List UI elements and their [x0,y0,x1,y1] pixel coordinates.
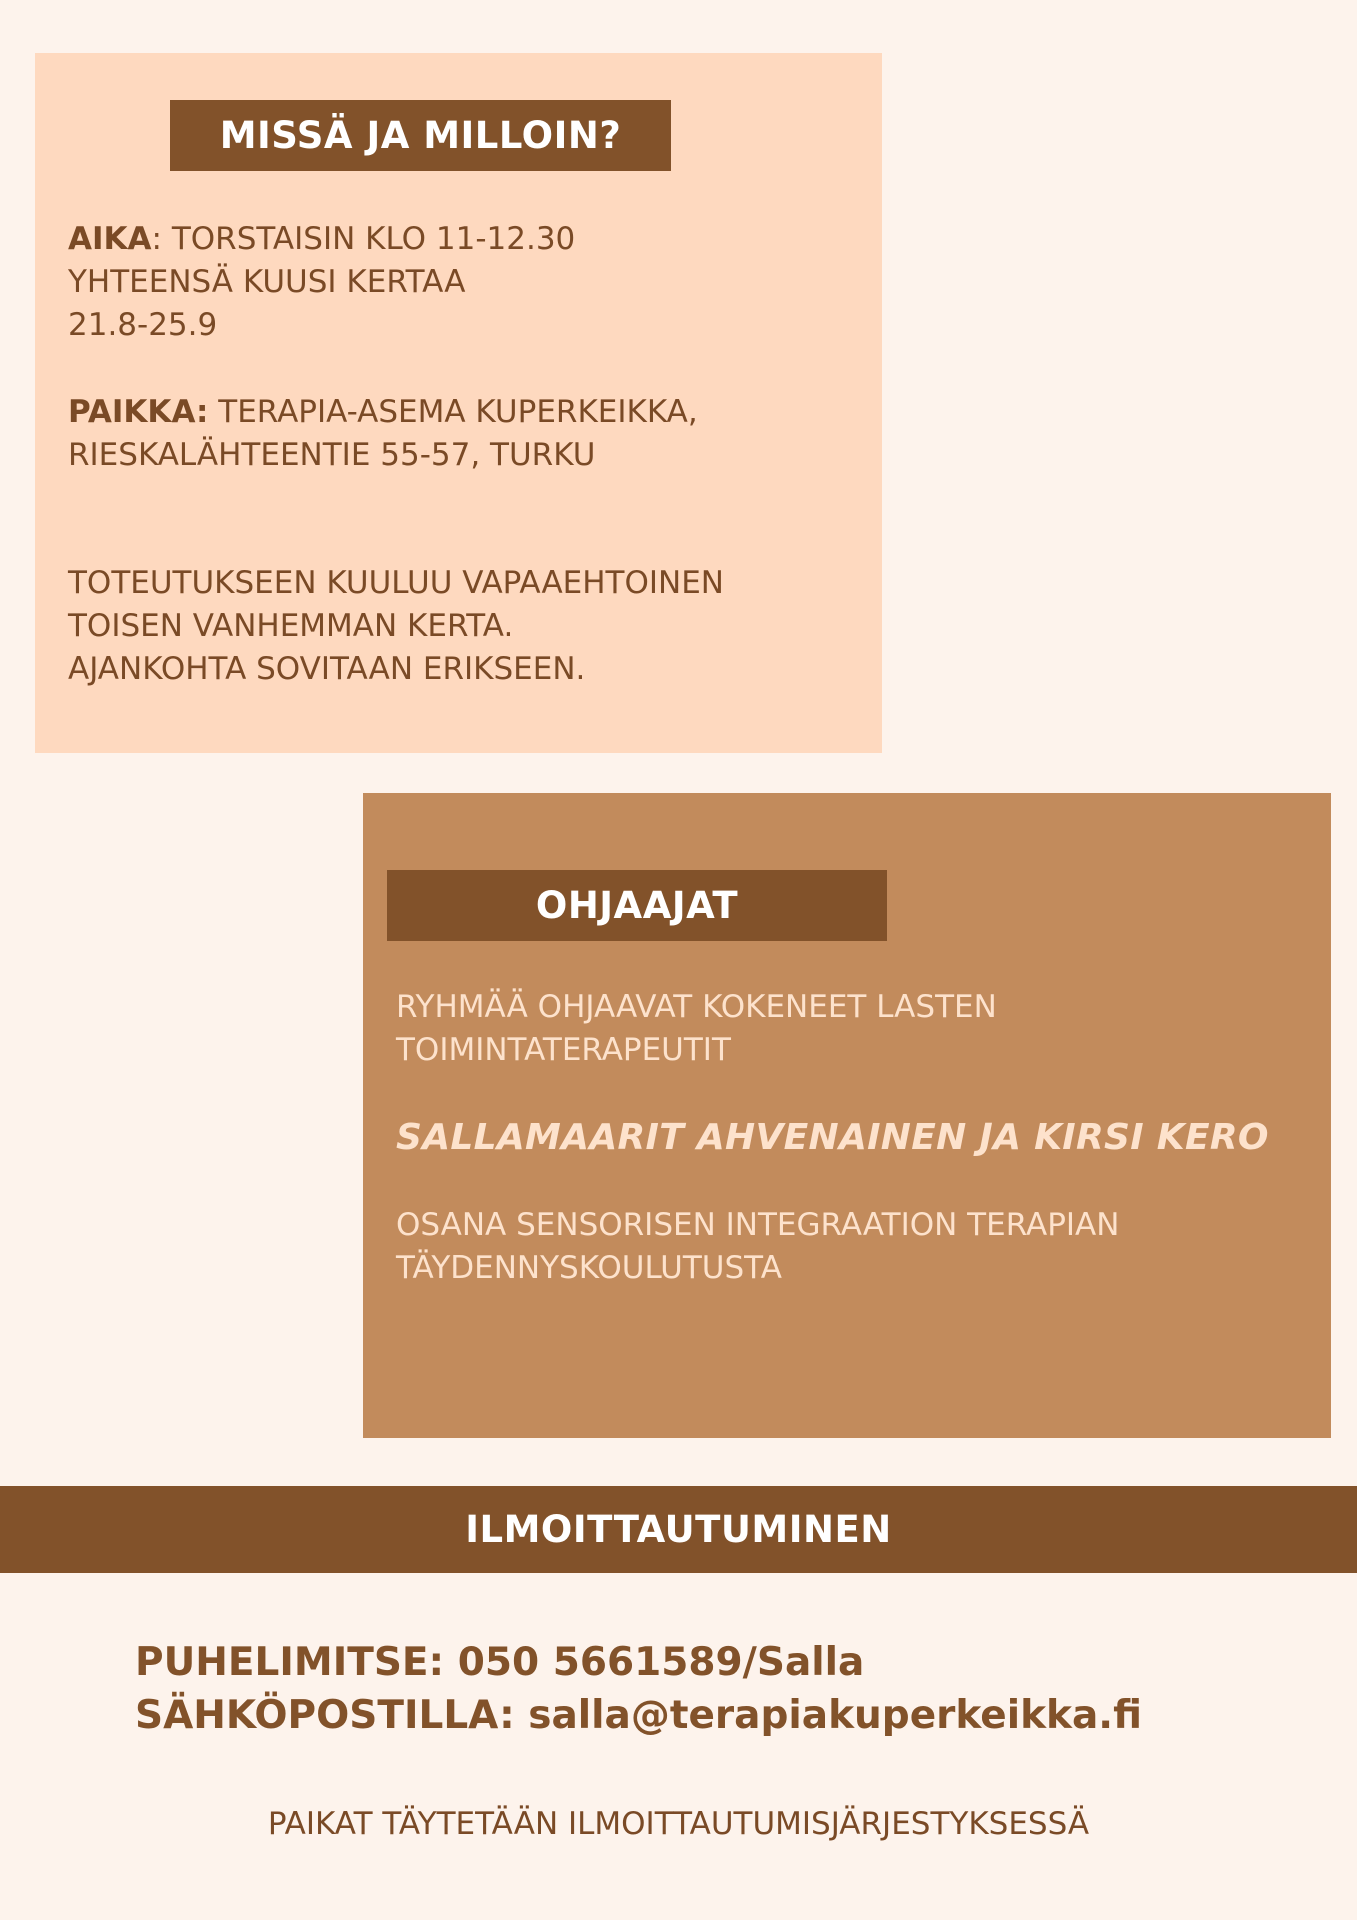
time-value: : TORSTAISIN KLO 11-12.30 [151,221,576,257]
instructors-heading: OHJAAJAT [387,870,887,941]
when-where-panel [35,53,882,753]
parent-session-note [68,562,724,691]
place-value: TERAPIA-ASEMA KUPERKEIKKA, [208,394,698,430]
time-line-2: YHTEENSÄ KUUSI KERTAA [68,264,466,300]
training-line-1: OSANA SENSORISEN INTEGRAATION TERAPIAN [396,1207,1120,1243]
time-info [68,218,575,347]
training-note [396,1204,1119,1290]
time-line-3: 21.8-25.9 [68,307,218,343]
time-label: AIKA [68,221,152,257]
instructors-line-2: TOIMINTATERAPEUTIT [396,1032,731,1068]
time-line-1 [68,218,575,261]
training-line-2: TÄYDENNYSKOULUTUSTA [396,1250,782,1286]
instructors-line-1: RYHMÄÄ OHJAAVAT KOKENEET LASTEN [396,989,997,1025]
instructor-names: SALLAMAARIT AHVENAINEN JA KIRSI KERO [396,1117,1269,1158]
when-where-heading: MISSÄ JA MILLOIN? [170,100,671,171]
note-line-2: TOISEN VANHEMMAN KERTA. [68,608,514,644]
note-line-3: AJANKOHTA SOVITAAN ERIKSEEN. [68,651,586,687]
place-line-1 [68,391,698,434]
phone-contact: PUHELIMITSE: 050 5661589/Salla [135,1640,865,1685]
registration-heading: ILMOITTAUTUMINEN [0,1486,1357,1573]
place-label: PAIKKA: [68,394,209,430]
instructors-description [396,986,997,1072]
email-contact[interactable]: SÄHKÖPOSTILLA: salla@terapiakuperkeikka.fi [135,1693,1143,1738]
place-line-2: RIESKALÄHTEENTIE 55-57, TURKU [68,437,596,473]
instructors-panel [363,793,1331,1438]
registration-order-note: PAIKAT TÄYTETÄÄN ILMOITTAUTUMISJÄRJESTYKSESSÄ [267,1806,1090,1842]
contact-info [135,1636,1142,1742]
place-info [68,391,698,477]
note-line-1: TOTEUTUKSEEN KUULUU VAPAAEHTOINEN [68,565,724,601]
